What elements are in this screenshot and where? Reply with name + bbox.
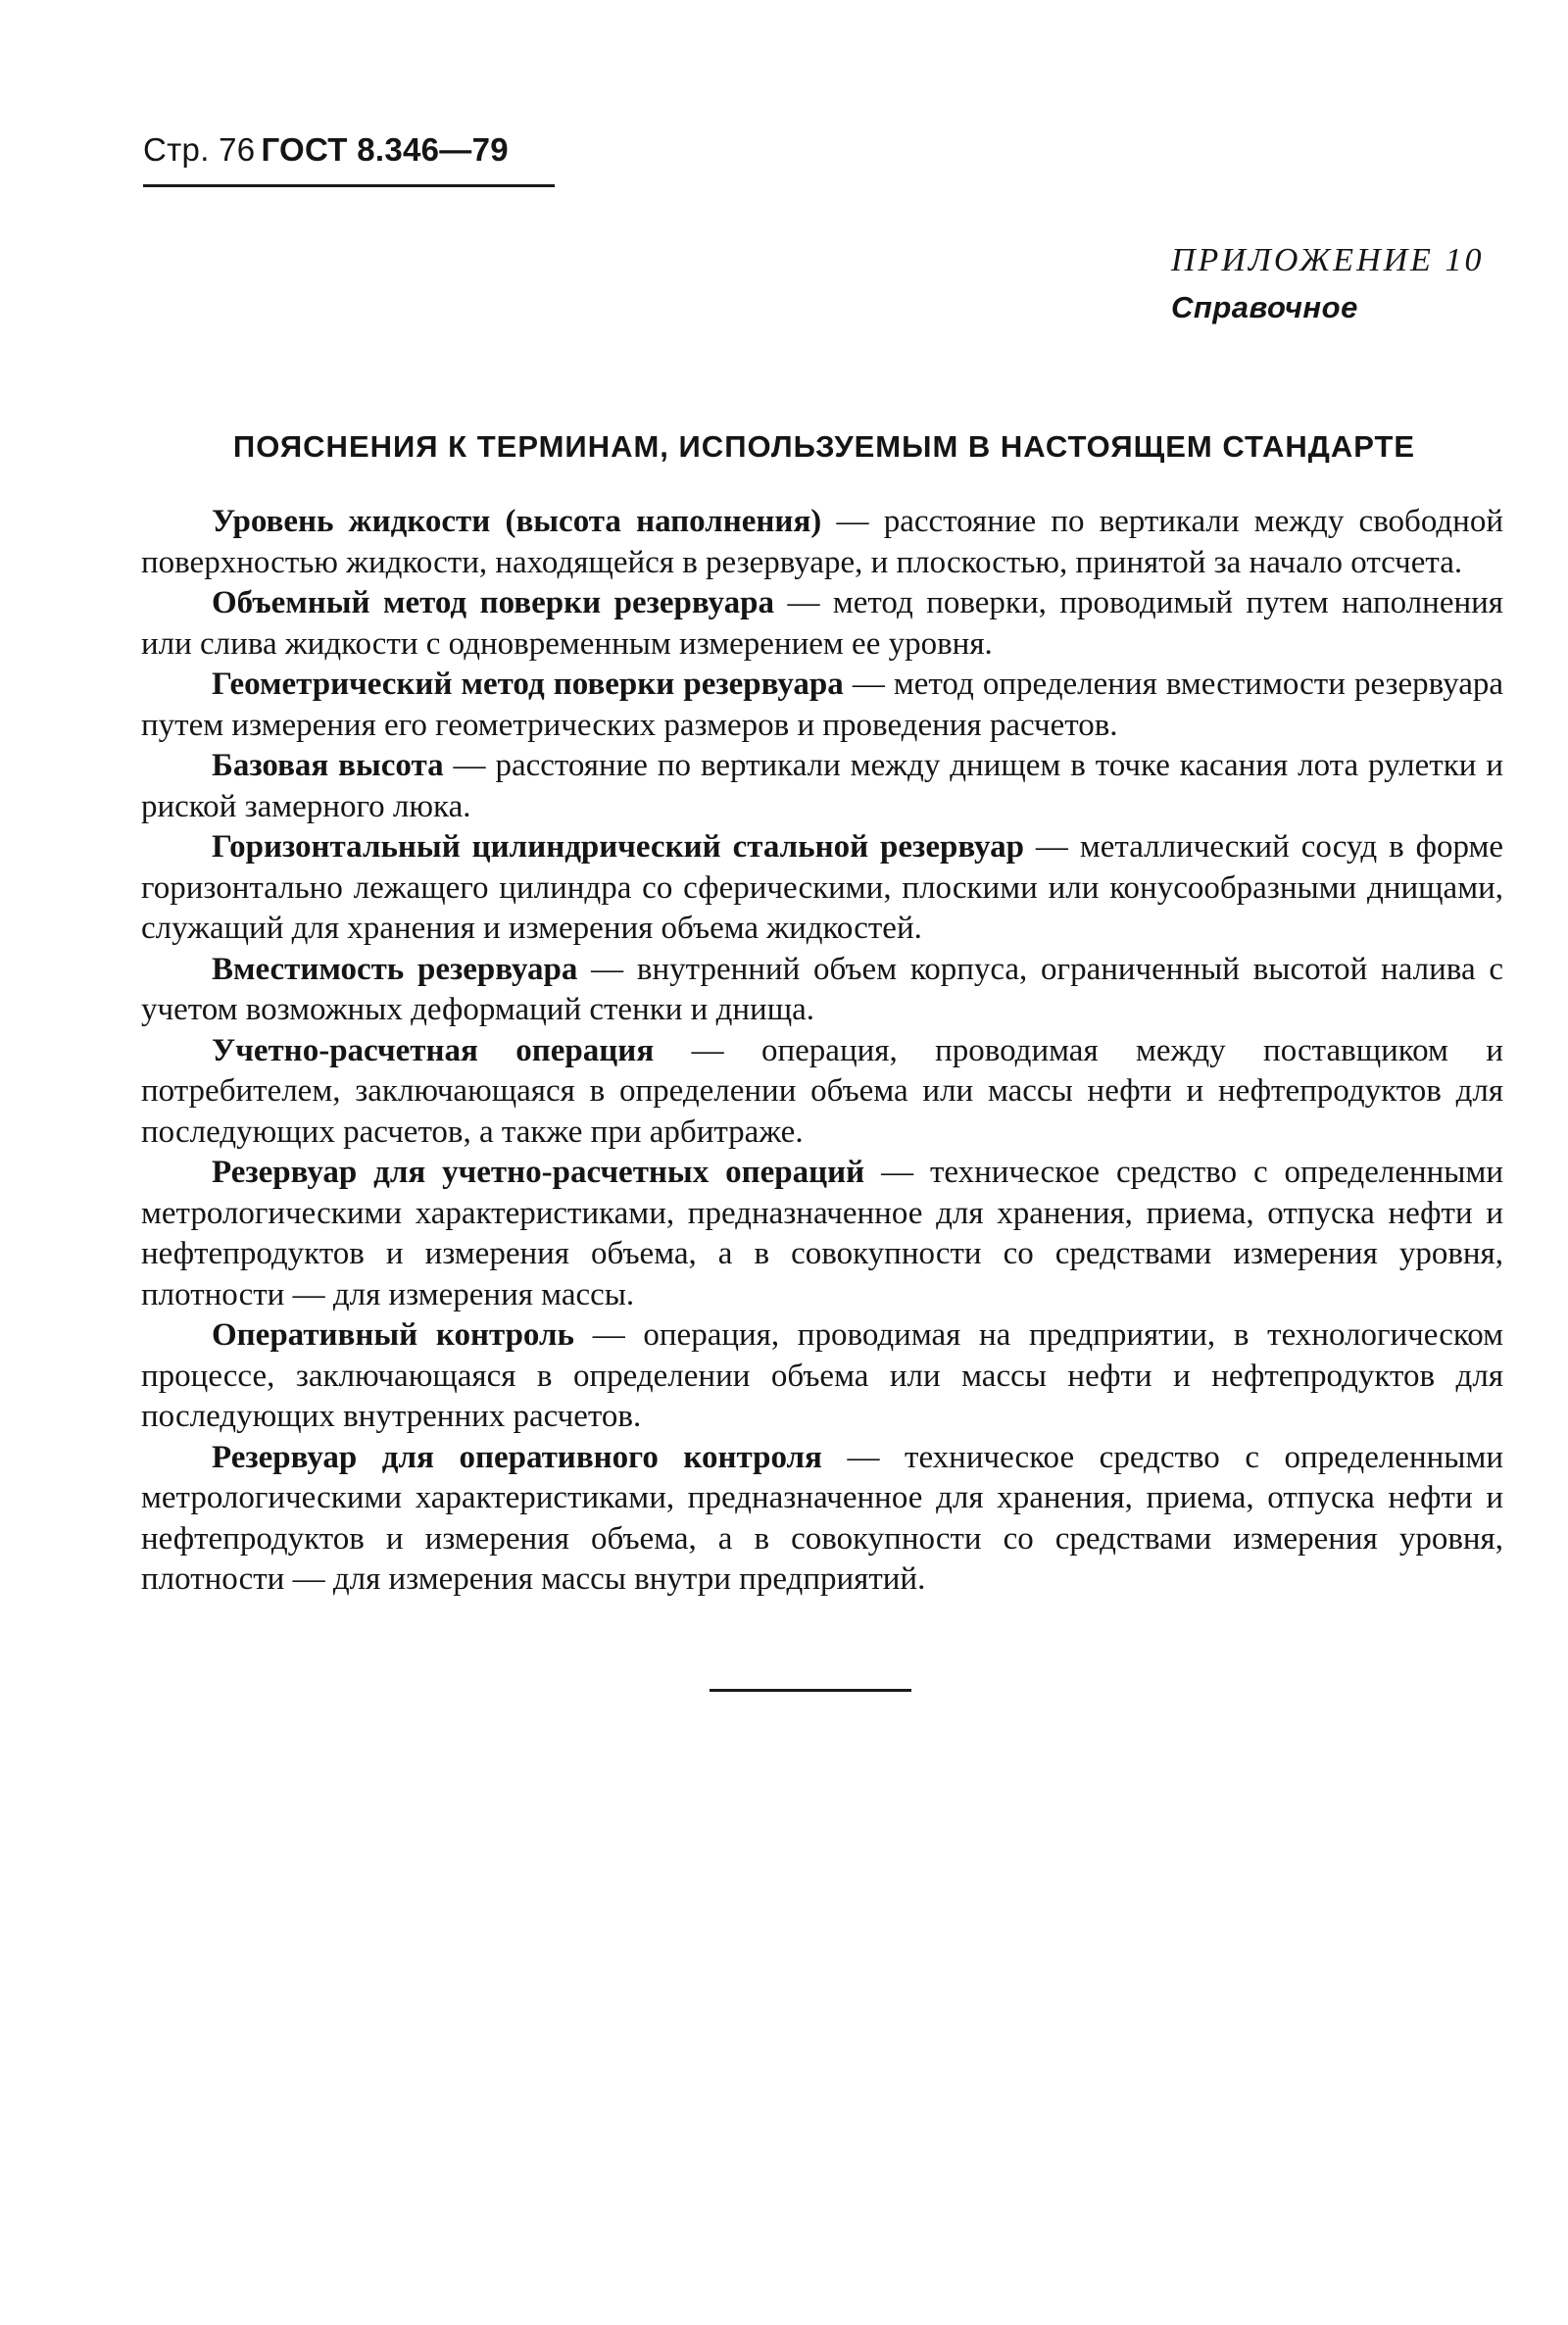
term-entry	[141, 1315, 1503, 1438]
term-entry	[141, 502, 1503, 583]
term-entry	[141, 1031, 1503, 1154]
term-definition: — операция, проводимая на предприятии, в технологическом процессе, заключающаяся в определении объема или массы нефти и нефтепродуктов для последующих внутренних расчетов.	[141, 1317, 1504, 1434]
term-name: Базовая высота	[212, 748, 444, 783]
term-name: Учетно-расчетная операция	[212, 1032, 655, 1068]
term-name: Вместимость резервуара	[212, 951, 578, 987]
term-definition: — внутренний объем корпуса, ограниченный высотой налива с учетом возможных деформаций стенки и днища.	[141, 951, 1503, 1027]
term-name: Резервуар для учетно-расчетных операций	[212, 1155, 865, 1190]
term-name: Резервуар для оперативного контроля	[212, 1439, 822, 1475]
term-definition: — метод поверки, проводимый путем наполнения или слива жидкости с одновременным измерением ее уровня.	[141, 585, 1503, 662]
term-entry	[141, 665, 1503, 746]
term-definition: — метод определения вместимости резервуара путем измерения его геометрических размеров и проведения расчетов.	[141, 667, 1503, 743]
term-name: Оперативный контроль	[212, 1317, 574, 1353]
appendix-title: ПРИЛОЖЕНИЕ 10	[1171, 242, 1485, 278]
term-definition: — расстояние по вертикали между днищем в точке касания лота рулетки и риской замерного люка.	[141, 748, 1504, 824]
standard-code: ГОСТ 8.346—79	[261, 131, 509, 168]
term-definition: — металлический сосуд в форме горизонтально лежащего цилиндра со сферическими, плоскими или конусообразными днищами, служащий для хранения и измерения объема жидкостей.	[141, 829, 1504, 946]
term-entry	[141, 1438, 1503, 1601]
page-number: Стр. 76	[143, 131, 256, 168]
term-definition: — операция, проводимая между поставщиком и потребителем, заключающаяся в определении объема или массы нефти и нефтепродуктов для последующих расчетов, а также при арбитраже.	[141, 1032, 1503, 1150]
section-title: ПОЯСНЕНИЯ К ТЕРМИНАМ, ИСПОЛЬЗУЕМЫМ В НАСТОЯЩЕМ СТАНДАРТЕ	[232, 429, 1416, 464]
term-name: Геометрический метод поверки резервуара	[212, 667, 844, 702]
term-entry	[141, 583, 1503, 665]
term-definition: — техническое средство с определенными метрологическими характеристиками, предназначенное для хранения, приема, отпуска нефти и нефтепродуктов и измерения объема, а в совокупности со средствами измерения уровня, плотности — для измерения массы.	[141, 1155, 1504, 1312]
term-entry	[141, 950, 1503, 1031]
term-entry	[141, 746, 1503, 827]
appendix-block	[1171, 237, 1484, 331]
term-definition: — техническое средство с определенными метрологическими характеристиками, предназначенное для хранения, приема, отпуска нефти и нефтепродуктов и измерения объема, а в совокупности со средствами измерения уровня, плотности — для измерения массы внутри предприятий.	[141, 1439, 1503, 1597]
page-header	[143, 131, 509, 169]
terms-list	[141, 502, 1503, 1601]
term-name: Горизонтальный цилиндрический стальной резервуар	[212, 829, 1024, 865]
term-name: Уровень жидкости (высота наполнения)	[212, 504, 822, 539]
appendix-type: Справочное	[1171, 290, 1358, 324]
term-name: Объемный метод поверки резервуара	[212, 585, 774, 620]
header-divider	[143, 184, 555, 187]
term-definition: — расстояние по вертикали между свободной поверхностью жидкости, находящейся в резервуаре, и плоскостью, принятой за начало отсчета.	[141, 504, 1504, 580]
end-divider	[710, 1689, 911, 1692]
term-entry	[141, 827, 1503, 950]
term-entry	[141, 1153, 1503, 1315]
